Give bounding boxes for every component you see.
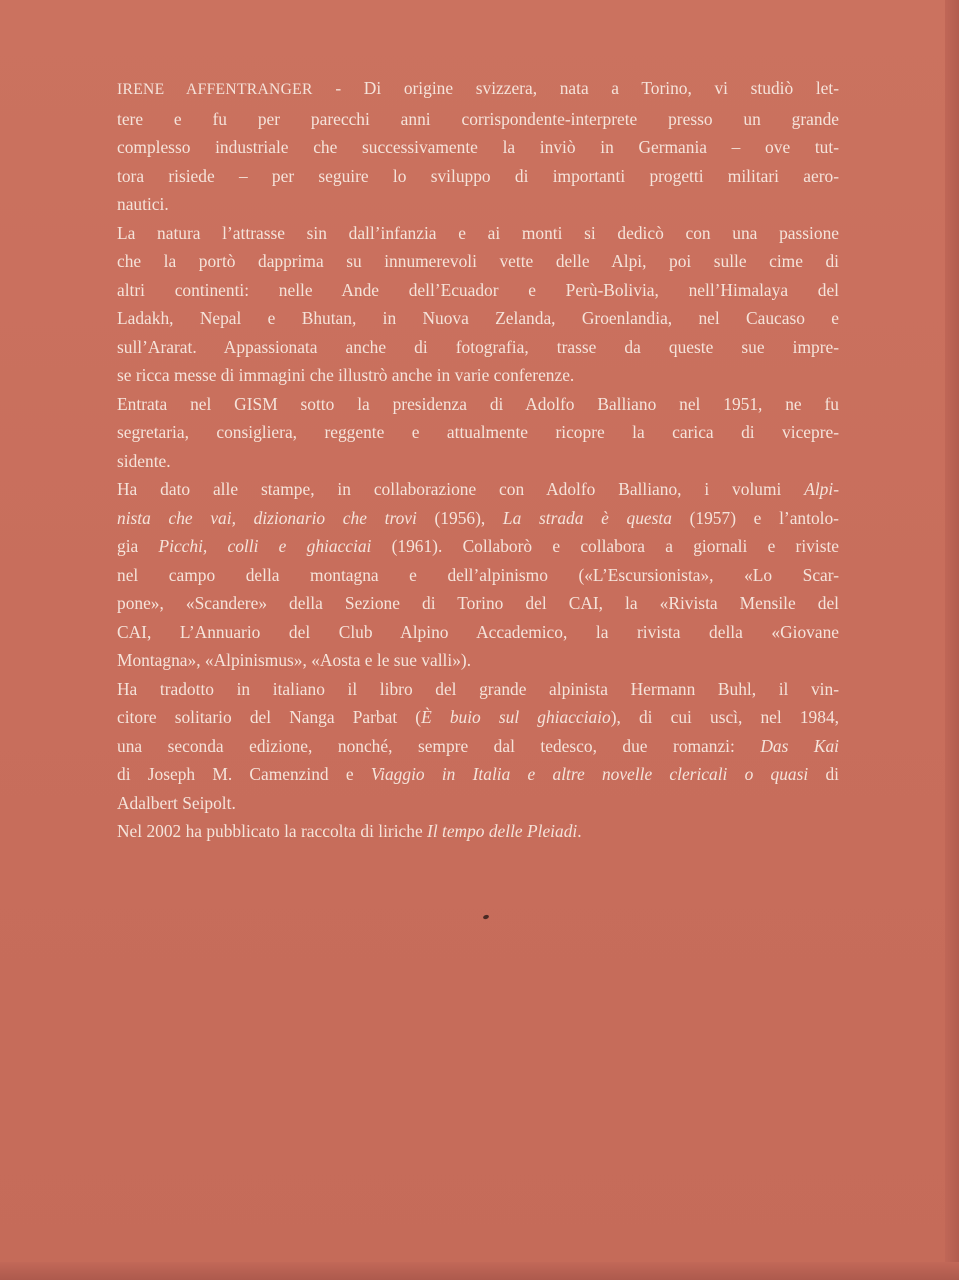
text-line: [117, 589, 839, 618]
body-text: (1961). Collaborò e collabora a giornali e riviste: [371, 536, 840, 556]
text-line: [117, 190, 839, 219]
author-biography: [117, 74, 839, 846]
author-name: IRENE AFFENTRANGER: [117, 81, 313, 98]
title-text: Il tempo delle Pleiadi: [427, 821, 578, 841]
text-line: [117, 703, 839, 732]
cover-right-edge: [945, 0, 959, 1280]
body-text: altri continenti: nelle Ande dell’Ecuador e Perù-Bolivia, nell’Himalaya del: [117, 279, 839, 300]
text-line: [117, 418, 839, 447]
body-text: tora risiede – per seguire lo sviluppo di importanti progetti militari aero-: [117, 165, 839, 186]
text-line: [117, 789, 839, 818]
text-line: [117, 447, 839, 476]
text-line: [117, 105, 839, 134]
cover-bottom-edge: [0, 1262, 959, 1280]
text-line: [117, 646, 839, 675]
title-text: Picchi, colli e ghiacciai: [158, 536, 372, 556]
body-text: di Joseph M. Camenzind e: [117, 764, 371, 784]
text-line: [117, 74, 839, 105]
text-line: [117, 532, 839, 561]
bio-paragraph: [117, 475, 839, 675]
text-line: [117, 618, 839, 647]
title-text: Viaggio in Italia e altre novelle clericali o quasi: [370, 764, 809, 784]
text-line: [117, 504, 839, 533]
title-text: È buio sul ghiacciaio: [421, 707, 611, 727]
body-text: Adalbert Seipolt.: [117, 792, 236, 813]
title-text: La strada è questa: [502, 507, 672, 528]
text-line: [117, 675, 839, 704]
bio-paragraph: [117, 817, 839, 846]
bio-paragraph: [117, 219, 839, 390]
bio-paragraph: [117, 74, 839, 219]
text-line: [117, 475, 839, 504]
text-line: [117, 732, 839, 761]
text-line: [117, 133, 839, 162]
title-text: Alpi-: [804, 479, 839, 499]
body-text: pone», «Scandere» della Sezione di Torino del CAI, la «Rivista Mensile del: [117, 593, 839, 613]
body-text: complesso industriale che successivamente la inviò in Germania – ove tut-: [117, 137, 839, 157]
text-line: [117, 760, 839, 789]
text-line: [117, 276, 839, 305]
bio-paragraph: [117, 675, 839, 818]
body-text: tere e fu per parecchi anni corrispondente-interprete presso un grande: [117, 108, 839, 129]
body-text: Ha dato alle stampe, in collaborazione con Adolfo Balliano, i volumi: [117, 479, 805, 499]
bio-paragraph: [117, 390, 839, 476]
text-line: [117, 162, 839, 191]
body-text: .: [577, 821, 582, 841]
body-text: nel campo della montagna e dell’alpinismo («L’Escursionista», «Lo Scar-: [117, 564, 839, 585]
body-text: segretaria, consigliera, reggente e attualmente ricopre la carica di vicepre-: [117, 422, 839, 442]
text-line: [117, 219, 839, 248]
text-line: [117, 247, 839, 276]
body-text: citore solitario del Nanga Parbat (: [117, 707, 422, 727]
body-text: ), di cui uscì, nel 1984,: [610, 707, 839, 727]
body-text: Nel 2002 ha pubblicato la raccolta di liriche: [117, 821, 428, 841]
body-text: nautici.: [117, 194, 169, 214]
text-line: [117, 304, 839, 333]
title-text: nista che vai, dizionario che trovi: [117, 507, 417, 528]
body-text: Montagna», «Alpinismus», «Aosta e le sue valli»).: [117, 650, 472, 670]
body-text: La natura l’attrasse sin dall’infanzia e ai monti si dedicò con una passione: [117, 222, 839, 243]
body-text: che la portò dapprima su innumerevoli vette delle Alpi, poi sulle cime di: [117, 251, 839, 271]
text-line: [117, 361, 839, 390]
body-text: (1957) e l’antolo-: [671, 507, 839, 528]
body-text: (1956),: [416, 507, 503, 528]
body-text: se ricca messe di immagini che illustrò anche in varie conferenze.: [117, 365, 575, 385]
text-line: [117, 390, 839, 419]
body-text: Entrata nel GISM sotto la presidenza di Adolfo Balliano nel 1951, ne fu: [117, 393, 839, 414]
body-text: una seconda edizione, nonché, sempre dal tedesco, due romanzi:: [117, 735, 761, 756]
body-text: Ha tradotto in italiano il libro del grande alpinista Hermann Buhl, il vin-: [117, 678, 839, 699]
body-text: sidente.: [117, 450, 171, 471]
body-text: Ladakh, Nepal e Bhutan, in Nuova Zelanda, Groenlandia, nel Caucaso e: [117, 308, 839, 328]
text-line: [117, 333, 839, 362]
body-text: di: [808, 764, 840, 784]
body-text: sull’Ararat. Appassionata anche di fotografia, trasse da queste sue impre-: [117, 336, 839, 357]
body-text: CAI, L’Annuario del Club Alpino Accademico, la rivista della «Giovane: [117, 621, 839, 642]
body-text: gia: [117, 536, 159, 556]
text-line: [117, 561, 839, 590]
title-text: Das Kai: [760, 735, 839, 756]
body-text: - Di origine svizzera, nata a Torino, vi studiò let-: [312, 78, 840, 98]
text-line: [117, 817, 839, 846]
